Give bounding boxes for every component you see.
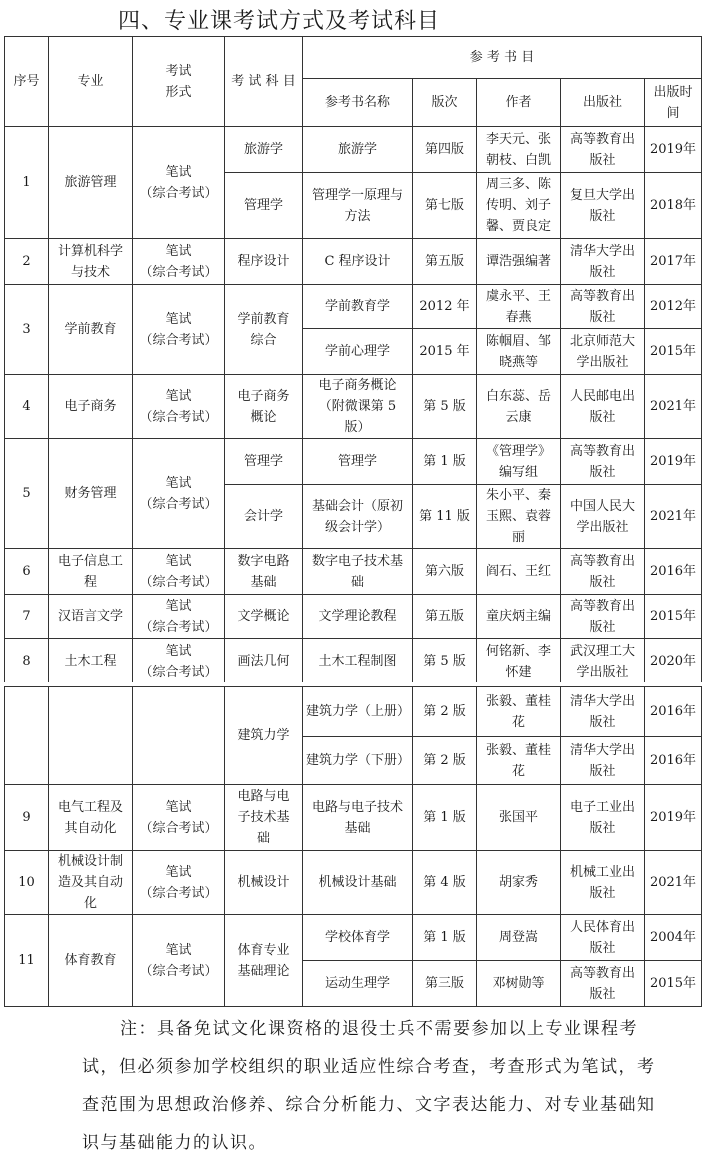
cell-author: 朱小平、秦 玉熙、袁蓉 丽	[477, 485, 561, 549]
cell-book: 基础会计（原初 级会计学）	[303, 485, 413, 549]
cell-book: 电路与电子技术 基础	[303, 785, 413, 851]
cell-subject: 管理学	[225, 173, 303, 239]
cell-edition: 第 1 版	[413, 785, 477, 851]
cell-subject: 数字电路 基础	[225, 549, 303, 595]
cell-subject: 文学概论	[225, 595, 303, 639]
cell-year: 2015年	[645, 595, 702, 639]
cell-publisher: 人民邮电出 版社	[561, 375, 645, 439]
cell-subject: 画法几何	[225, 639, 303, 685]
cell-subject: 会计学	[225, 485, 303, 549]
cell-year: 2019年	[645, 127, 702, 173]
cell-author: 李天元、张 朝枝、白凯	[477, 127, 561, 173]
cell-edition: 第 4 版	[413, 851, 477, 915]
cell-major: 计算机科学 与技术	[49, 239, 133, 285]
cell-major: 土木工程	[49, 639, 133, 685]
cell-publisher: 清华大学出 版社	[561, 737, 645, 785]
cell-author: 陈帼眉、邹 晓燕等	[477, 329, 561, 375]
cell-book: 电子商务概论 （附微课第 5 版）	[303, 375, 413, 439]
cell-publisher: 武汉理工大 学出版社	[561, 639, 645, 685]
cell-major	[49, 687, 133, 785]
cell-year: 2019年	[645, 785, 702, 851]
cell-author: 邓树勋等	[477, 961, 561, 1007]
cell-book: 运动生理学	[303, 961, 413, 1007]
cell-book: C 程序设计	[303, 239, 413, 285]
cell-seq: 2	[5, 239, 49, 285]
cell-book: 学前心理学	[303, 329, 413, 375]
cell-seq: 8	[5, 639, 49, 685]
cell-year: 2012年	[645, 285, 702, 329]
cell-year: 2016年	[645, 549, 702, 595]
cell-seq: 7	[5, 595, 49, 639]
cell-publisher: 机械工业出 版社	[561, 851, 645, 915]
cell-edition: 第五版	[413, 239, 477, 285]
header-seq: 序号	[5, 37, 49, 127]
cell-exam-form: 笔试 （综合考试）	[133, 439, 225, 549]
cell-edition: 2015 年	[413, 329, 477, 375]
header-author: 作者	[477, 79, 561, 127]
cell-book: 学校体育学	[303, 915, 413, 961]
cell-book: 建筑力学（下册）	[303, 737, 413, 785]
cell-exam-form: 笔试 （综合考试）	[133, 239, 225, 285]
header-exam-form: 考试 形式	[133, 37, 225, 127]
header-subject: 考 试 科 目	[225, 37, 303, 127]
cell-seq: 6	[5, 549, 49, 595]
cell-seq: 5	[5, 439, 49, 549]
cell-major: 体育教育	[49, 915, 133, 1007]
cell-edition: 第六版	[413, 549, 477, 595]
cell-exam-form	[133, 687, 225, 785]
cell-year: 2018年	[645, 173, 702, 239]
cell-year: 2021年	[645, 375, 702, 439]
cell-author: 张毅、董桂 花	[477, 687, 561, 737]
cell-edition: 2012 年	[413, 285, 477, 329]
cell-book: 建筑力学（上册）	[303, 687, 413, 737]
cell-exam-form: 笔试 （综合考试）	[133, 851, 225, 915]
cell-subject: 体育专业 基础理论	[225, 915, 303, 1007]
exam-table-part1	[4, 36, 702, 685]
header-pub-time: 出版时 间	[645, 79, 702, 127]
cell-publisher: 高等教育出 版社	[561, 127, 645, 173]
cell-year: 2021年	[645, 485, 702, 549]
cell-author: 张毅、董桂 花	[477, 737, 561, 785]
cell-exam-form: 笔试 （综合考试）	[133, 375, 225, 439]
cell-exam-form: 笔试 （综合考试）	[133, 639, 225, 685]
header-book-name: 参考书名称	[303, 79, 413, 127]
cell-major: 电气工程及 其自动化	[49, 785, 133, 851]
cell-book: 土木工程制图	[303, 639, 413, 685]
cell-publisher: 中国人民大 学出版社	[561, 485, 645, 549]
cell-year: 2017年	[645, 239, 702, 285]
cell-year: 2015年	[645, 329, 702, 375]
cell-author: 《管理学》 编写组	[477, 439, 561, 485]
section-title: 四、专业课考试方式及考试科目	[118, 9, 441, 34]
cell-edition: 第四版	[413, 127, 477, 173]
cell-author: 胡家秀	[477, 851, 561, 915]
cell-edition: 第 2 版	[413, 737, 477, 785]
cell-major: 旅游管理	[49, 127, 133, 239]
cell-book: 文学理论教程	[303, 595, 413, 639]
cell-year: 2016年	[645, 687, 702, 737]
cell-major: 电子信息工 程	[49, 549, 133, 595]
cell-edition: 第三版	[413, 961, 477, 1007]
cell-subject: 学前教育 综合	[225, 285, 303, 375]
cell-exam-form: 笔试 （综合考试）	[133, 285, 225, 375]
cell-author: 阎石、王红	[477, 549, 561, 595]
cell-author: 何铭新、李 怀建	[477, 639, 561, 685]
cell-book: 学前教育学	[303, 285, 413, 329]
cell-author: 周三多、陈 传明、刘子 馨、贾良定	[477, 173, 561, 239]
cell-exam-form: 笔试 （综合考试）	[133, 549, 225, 595]
cell-book: 管理学一原理与 方法	[303, 173, 413, 239]
cell-subject: 旅游学	[225, 127, 303, 173]
cell-author: 周登嵩	[477, 915, 561, 961]
cell-major: 电子商务	[49, 375, 133, 439]
cell-author: 谭浩强编著	[477, 239, 561, 285]
cell-publisher: 高等教育出 版社	[561, 595, 645, 639]
cell-edition: 第 5 版	[413, 639, 477, 685]
cell-major: 机械设计制 造及其自动 化	[49, 851, 133, 915]
cell-subject: 电路与电 子技术基 础	[225, 785, 303, 851]
cell-publisher: 人民体育出 版社	[561, 915, 645, 961]
header-books: 参 考 书 目	[303, 37, 702, 79]
cell-subject: 机械设计	[225, 851, 303, 915]
cell-publisher: 高等教育出 版社	[561, 549, 645, 595]
note-paragraph: 注：具备免试文化课资格的退役士兵不需要参加以上专业课程考试，但必须参加学校组织的职业适应性综合考查，考查形式为笔试，考查范围为思想政治修养、综合分析能力、文字表达能力、对专业基础知识与基础能力的认识。	[82, 1019, 656, 1153]
cell-author: 张国平	[477, 785, 561, 851]
cell-edition: 第 2 版	[413, 687, 477, 737]
cell-book: 旅游学	[303, 127, 413, 173]
cell-seq	[5, 687, 49, 785]
cell-exam-form: 笔试 （综合考试）	[133, 595, 225, 639]
cell-publisher: 复旦大学出 版社	[561, 173, 645, 239]
cell-book: 数字电子技术基 础	[303, 549, 413, 595]
header-publisher: 出版社	[561, 79, 645, 127]
cell-year: 2021年	[645, 851, 702, 915]
cell-publisher: 高等教育出 版社	[561, 285, 645, 329]
cell-major: 财务管理	[49, 439, 133, 549]
cell-year: 2020年	[645, 639, 702, 685]
cell-author: 白东蕊、岳 云康	[477, 375, 561, 439]
cell-seq: 11	[5, 915, 49, 1007]
cell-book: 管理学	[303, 439, 413, 485]
cell-subject: 电子商务 概论	[225, 375, 303, 439]
cell-seq: 4	[5, 375, 49, 439]
cell-subject: 建筑力学	[225, 687, 303, 785]
cell-seq: 9	[5, 785, 49, 851]
cell-author: 虞永平、王 春燕	[477, 285, 561, 329]
cell-exam-form: 笔试 （综合考试）	[133, 785, 225, 851]
header-edition: 版次	[413, 79, 477, 127]
cell-year: 2019年	[645, 439, 702, 485]
cell-edition: 第 1 版	[413, 915, 477, 961]
cell-edition: 第 5 版	[413, 375, 477, 439]
cell-year: 2016年	[645, 737, 702, 785]
cell-seq: 1	[5, 127, 49, 239]
cell-publisher: 高等教育出 版社	[561, 439, 645, 485]
exam-table-part2	[4, 686, 702, 1007]
cell-seq: 10	[5, 851, 49, 915]
cell-year: 2004年	[645, 915, 702, 961]
cell-subject: 管理学	[225, 439, 303, 485]
cell-publisher: 清华大学出 版社	[561, 239, 645, 285]
cell-publisher: 清华大学出 版社	[561, 687, 645, 737]
cell-edition: 第 1 版	[413, 439, 477, 485]
cell-seq: 3	[5, 285, 49, 375]
cell-publisher: 电子工业出 版社	[561, 785, 645, 851]
cell-publisher: 高等教育出 版社	[561, 961, 645, 1007]
cell-book: 机械设计基础	[303, 851, 413, 915]
cell-edition: 第五版	[413, 595, 477, 639]
cell-edition: 第七版	[413, 173, 477, 239]
cell-major: 学前教育	[49, 285, 133, 375]
cell-publisher: 北京师范大 学出版社	[561, 329, 645, 375]
cell-author: 童庆炳主编	[477, 595, 561, 639]
cell-subject: 程序设计	[225, 239, 303, 285]
cell-year: 2015年	[645, 961, 702, 1007]
cell-exam-form: 笔试 （综合考试）	[133, 127, 225, 239]
cell-exam-form: 笔试 （综合考试）	[133, 915, 225, 1007]
header-major: 专业	[49, 37, 133, 127]
cell-major: 汉语言文学	[49, 595, 133, 639]
cell-edition: 第 11 版	[413, 485, 477, 549]
